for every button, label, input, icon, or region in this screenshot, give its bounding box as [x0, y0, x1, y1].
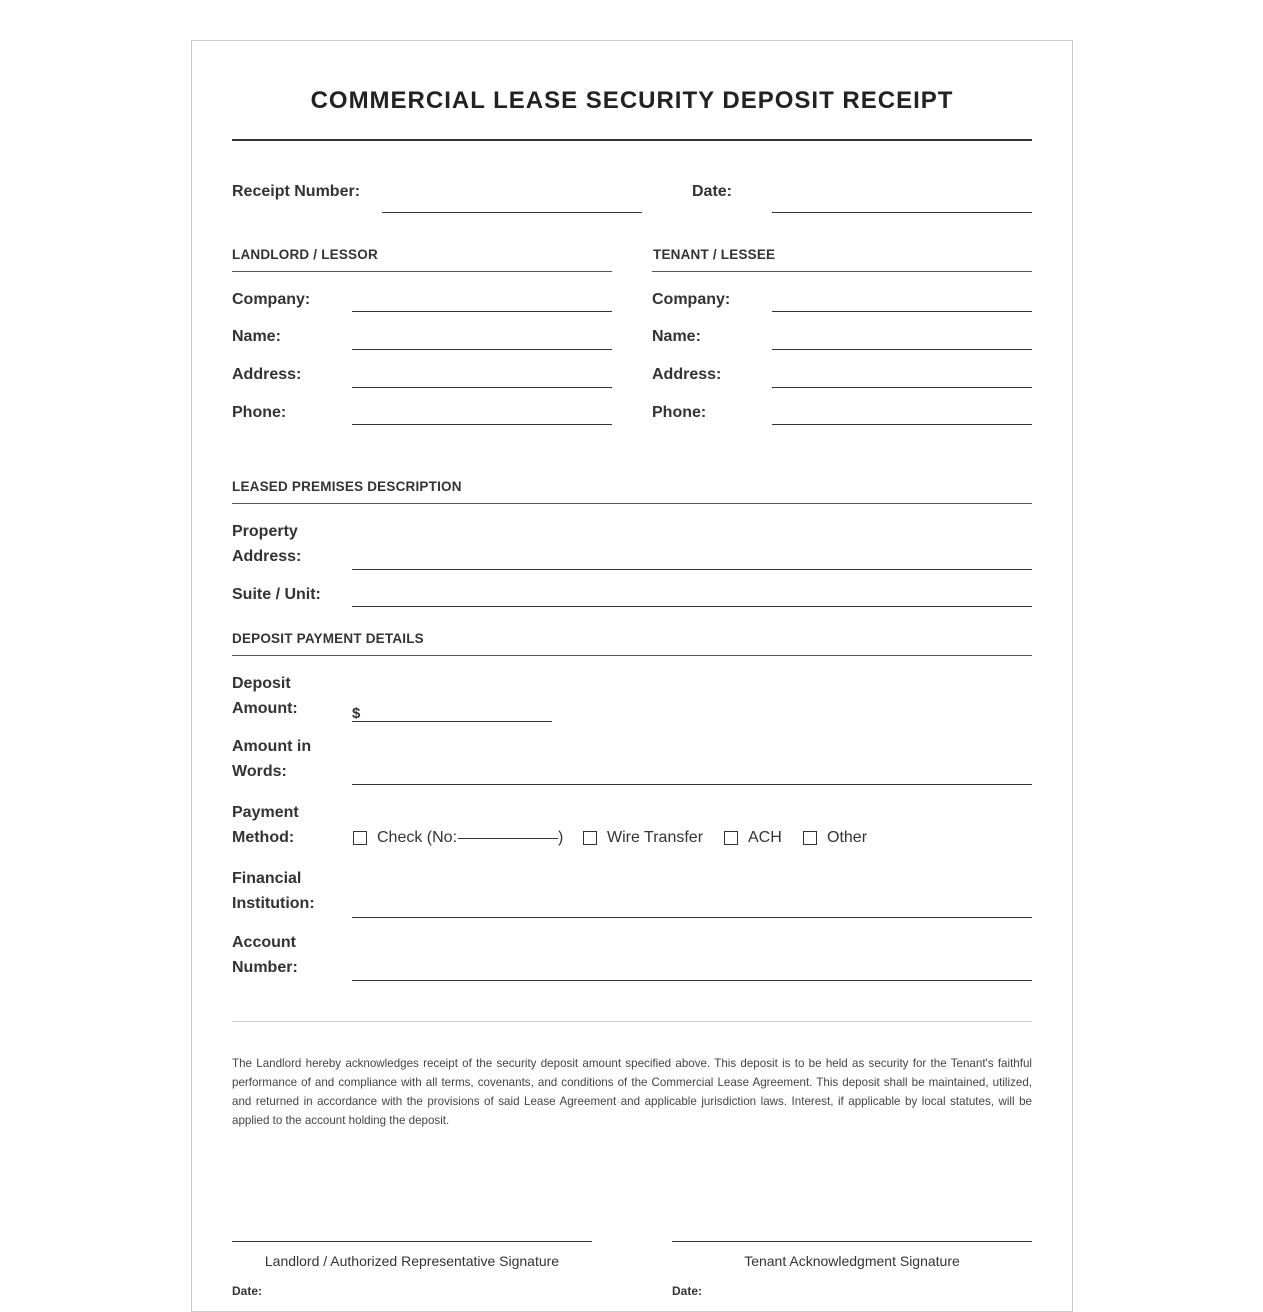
tenant-address-field[interactable]: [772, 387, 1032, 388]
deposit-amount-label: [232, 671, 298, 721]
other-label: Other: [827, 829, 868, 846]
tenant-address-label: Address:: [652, 366, 722, 383]
receipt-document: [191, 40, 1073, 1312]
suite-unit-field[interactable]: [352, 606, 1032, 607]
receipt-date-label: Date:: [692, 183, 733, 200]
landlord-company-field[interactable]: [352, 311, 612, 312]
financial-institution-label: [232, 866, 315, 916]
tenant-name-field[interactable]: [772, 349, 1032, 350]
tenant-company-label: Company:: [652, 291, 731, 308]
account-number-field[interactable]: [352, 980, 1032, 981]
account-number-label-line2: Number:: [232, 959, 298, 976]
landlord-name-field[interactable]: [352, 349, 612, 350]
deposit-amount-label-line1: Deposit: [232, 675, 291, 692]
ach-label: ACH: [748, 829, 782, 846]
payment-method-label-line1: Payment: [232, 804, 299, 821]
account-number-label: [232, 930, 298, 980]
deposit-heading-rule: [232, 655, 1032, 656]
currency-symbol: $: [352, 705, 361, 722]
landlord-signature-date-label: Date:: [232, 1284, 263, 1298]
financial-institution-field[interactable]: [352, 917, 1032, 918]
check-option-close: ): [558, 829, 564, 846]
tenant-company-field[interactable]: [772, 311, 1032, 312]
landlord-phone-field[interactable]: [352, 424, 612, 425]
tenant-name-label: Name:: [652, 328, 701, 345]
tenant-signature-date-label: Date:: [672, 1284, 703, 1298]
wire-transfer-checkbox[interactable]: [583, 831, 597, 845]
landlord-heading: LANDLORD / LESSOR: [232, 247, 378, 262]
check-checkbox[interactable]: [353, 831, 367, 845]
landlord-address-field[interactable]: [352, 387, 612, 388]
property-address-label: [232, 519, 301, 569]
receipt-date-field[interactable]: [772, 212, 1032, 213]
financial-institution-label-line2: Institution:: [232, 895, 315, 912]
receipt-number-field[interactable]: [382, 212, 642, 213]
payment-method-label: [232, 800, 299, 850]
financial-institution-label-line1: Financial: [232, 870, 302, 887]
tenant-phone-label: Phone:: [652, 404, 707, 421]
acknowledgment-text: The Landlord hereby acknowledges receipt of the security deposit amount specified above. This deposit is to be held as security for the Tenant's faithful performance of and compliance with all terms, covenants, and conditions of the Commercial Lease Agreement. This deposit shall be maintained, utilized, and returned in accordance with the provisions of said Lease Agreement and applicable jurisdiction laws. Interest, if applicable by local statutes, will be applied to the account holding the deposit.: [232, 1057, 1032, 1127]
landlord-phone-label: Phone:: [232, 404, 287, 421]
ach-checkbox[interactable]: [724, 831, 738, 845]
amount-words-label: [232, 734, 311, 784]
suite-unit-label: Suite / Unit:: [232, 586, 321, 603]
wire-transfer-label: Wire Transfer: [607, 829, 704, 846]
landlord-name-label: Name:: [232, 328, 281, 345]
acknowledgment-divider: [232, 1021, 1032, 1022]
payment-method-label-line2: Method:: [232, 829, 295, 846]
landlord-company-label: Company:: [232, 291, 311, 308]
check-number-field[interactable]: [458, 838, 558, 839]
deposit-amount-label-line2: Amount:: [232, 700, 298, 717]
premises-heading: LEASED PREMISES DESCRIPTION: [232, 479, 462, 494]
landlord-signature-line[interactable]: [232, 1241, 592, 1242]
document-title: COMMERCIAL LEASE SECURITY DEPOSIT RECEIPT: [310, 87, 954, 114]
amount-words-label-line2: Words:: [232, 763, 287, 780]
property-address-label-line2: Address:: [232, 548, 302, 565]
deposit-heading: DEPOSIT PAYMENT DETAILS: [232, 631, 424, 646]
landlord-signature-caption: Landlord / Authorized Representative Signature: [264, 1253, 560, 1269]
tenant-phone-field[interactable]: [772, 424, 1032, 425]
property-address-label-line1: Property: [232, 523, 298, 540]
check-option-label: Check (No:: [377, 829, 458, 846]
deposit-amount-field[interactable]: [352, 721, 552, 722]
amount-words-label-line1: Amount in: [232, 738, 312, 755]
tenant-heading-rule: [652, 271, 1032, 272]
tenant-signature-caption: Tenant Acknowledgment Signature: [744, 1253, 960, 1269]
premises-heading-rule: [232, 503, 1032, 504]
receipt-number-label: Receipt Number:: [232, 183, 361, 200]
other-checkbox[interactable]: [803, 831, 817, 845]
tenant-signature-line[interactable]: [672, 1241, 1032, 1242]
landlord-address-label: Address:: [232, 366, 302, 383]
amount-words-field[interactable]: [352, 784, 1032, 785]
property-address-field[interactable]: [352, 569, 1032, 570]
tenant-heading: TENANT / LESSEE: [653, 247, 776, 262]
account-number-label-line1: Account: [232, 934, 296, 951]
landlord-heading-rule: [232, 271, 612, 272]
title-divider: [232, 139, 1032, 141]
